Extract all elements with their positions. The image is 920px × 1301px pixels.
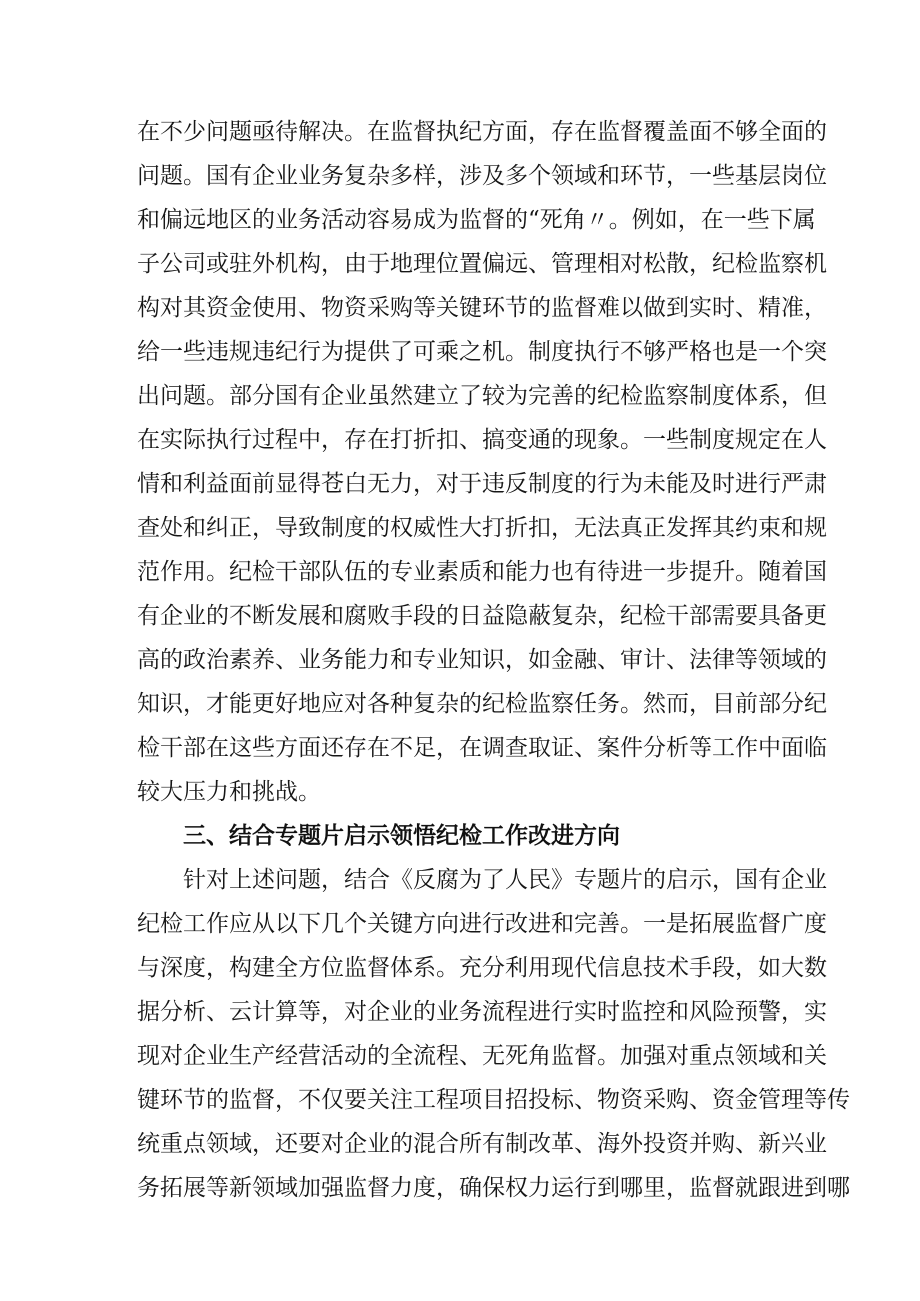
paragraph-2-line-2: 纪检工作应从以下几个关键方向进行改进和完善。一是拓展监督广度: [137, 911, 827, 937]
paragraph-2-line-6: 键环节的监督，不仅要关注工程项目招投标、物资采购、资金管理等传: [137, 1087, 850, 1113]
paragraph-2-line-3: 与深度，构建全方位监督体系。充分利用现代信息技术手段，如大数: [137, 955, 827, 981]
paragraph-1-line-16: 较大压力和挑战。: [137, 779, 321, 805]
section-heading: 三、结合专题片启示领悟纪检工作改进方向: [183, 823, 620, 849]
paragraph-2-line-4: 据分析、云计算等，对企业的业务流程进行实时监控和风险预警，实: [137, 999, 827, 1025]
paragraph-1-line-6: 给一些违规违纪行为提供了可乘之机。制度执行不够严格也是一个突: [137, 339, 827, 365]
paragraph-2-line-7: 统重点领域，还要对企业的混合所有制改革、海外投资并购、新兴业: [137, 1131, 827, 1157]
paragraph-1-line-13: 高的政治素养、业务能力和专业知识，如金融、审计、法律等领域的: [137, 647, 827, 673]
paragraph-1-line-12: 有企业的不断发展和腐败手段的日益隐蔽复杂，纪检干部需要具备更: [137, 603, 827, 629]
paragraph-1-line-11: 范作用。纪检干部队伍的专业素质和能力也有待进一步提升。随着国: [137, 559, 827, 585]
paragraph-1-line-3: 和偏远地区的业务活动容易成为监督的“死角〃。例如，在一些下属: [137, 207, 816, 233]
paragraph-1-line-2: 问题。国有企业业务复杂多样，涉及多个领域和环节，一些基层岗位: [137, 163, 827, 189]
paragraph-1-line-1: 在不少问题亟待解决。在监督执纪方面，存在监督覆盖面不够全面的: [137, 119, 827, 145]
paragraph-2-line-8: 务拓展等新领域加强监督力度，确保权力运行到哪里，监督就跟进到哪: [137, 1175, 850, 1201]
paragraph-2-line-1: 针对上述问题，结合《反腐为了人民》专题片的启示，国有企业: [183, 867, 827, 893]
paragraph-1-line-5: 构对其资金使用、物资采购等关键环节的监督难以做到实时、精准，: [137, 295, 827, 321]
paragraph-2-line-5: 现对企业生产经营活动的全流程、无死角监督。加强对重点领域和关: [137, 1043, 827, 1069]
paragraph-1-line-7: 出问题。部分国有企业虽然建立了较为完善的纪检监察制度体系，但: [137, 383, 827, 409]
paragraph-1-line-10: 查处和纠正，导致制度的权威性大打折扣，无法真正发挥其约束和规: [137, 515, 827, 541]
paragraph-1-line-8: 在实际执行过程中，存在打折扣、搞变通的现象。一些制度规定在人: [137, 427, 827, 453]
paragraph-1-line-14: 知识，才能更好地应对各种复杂的纪检监察任务。然而，目前部分纪: [137, 691, 827, 717]
paragraph-1-line-4: 子公司或驻外机构，由于地理位置偏远、管理相对松散，纪检监察机: [137, 251, 827, 277]
paragraph-1-line-9: 情和利益面前显得苍白无力，对于违反制度的行为未能及时进行严肃: [137, 471, 827, 497]
paragraph-1-line-15: 检干部在这些方面还存在不足，在调查取证、案件分析等工作中面临: [137, 735, 827, 761]
